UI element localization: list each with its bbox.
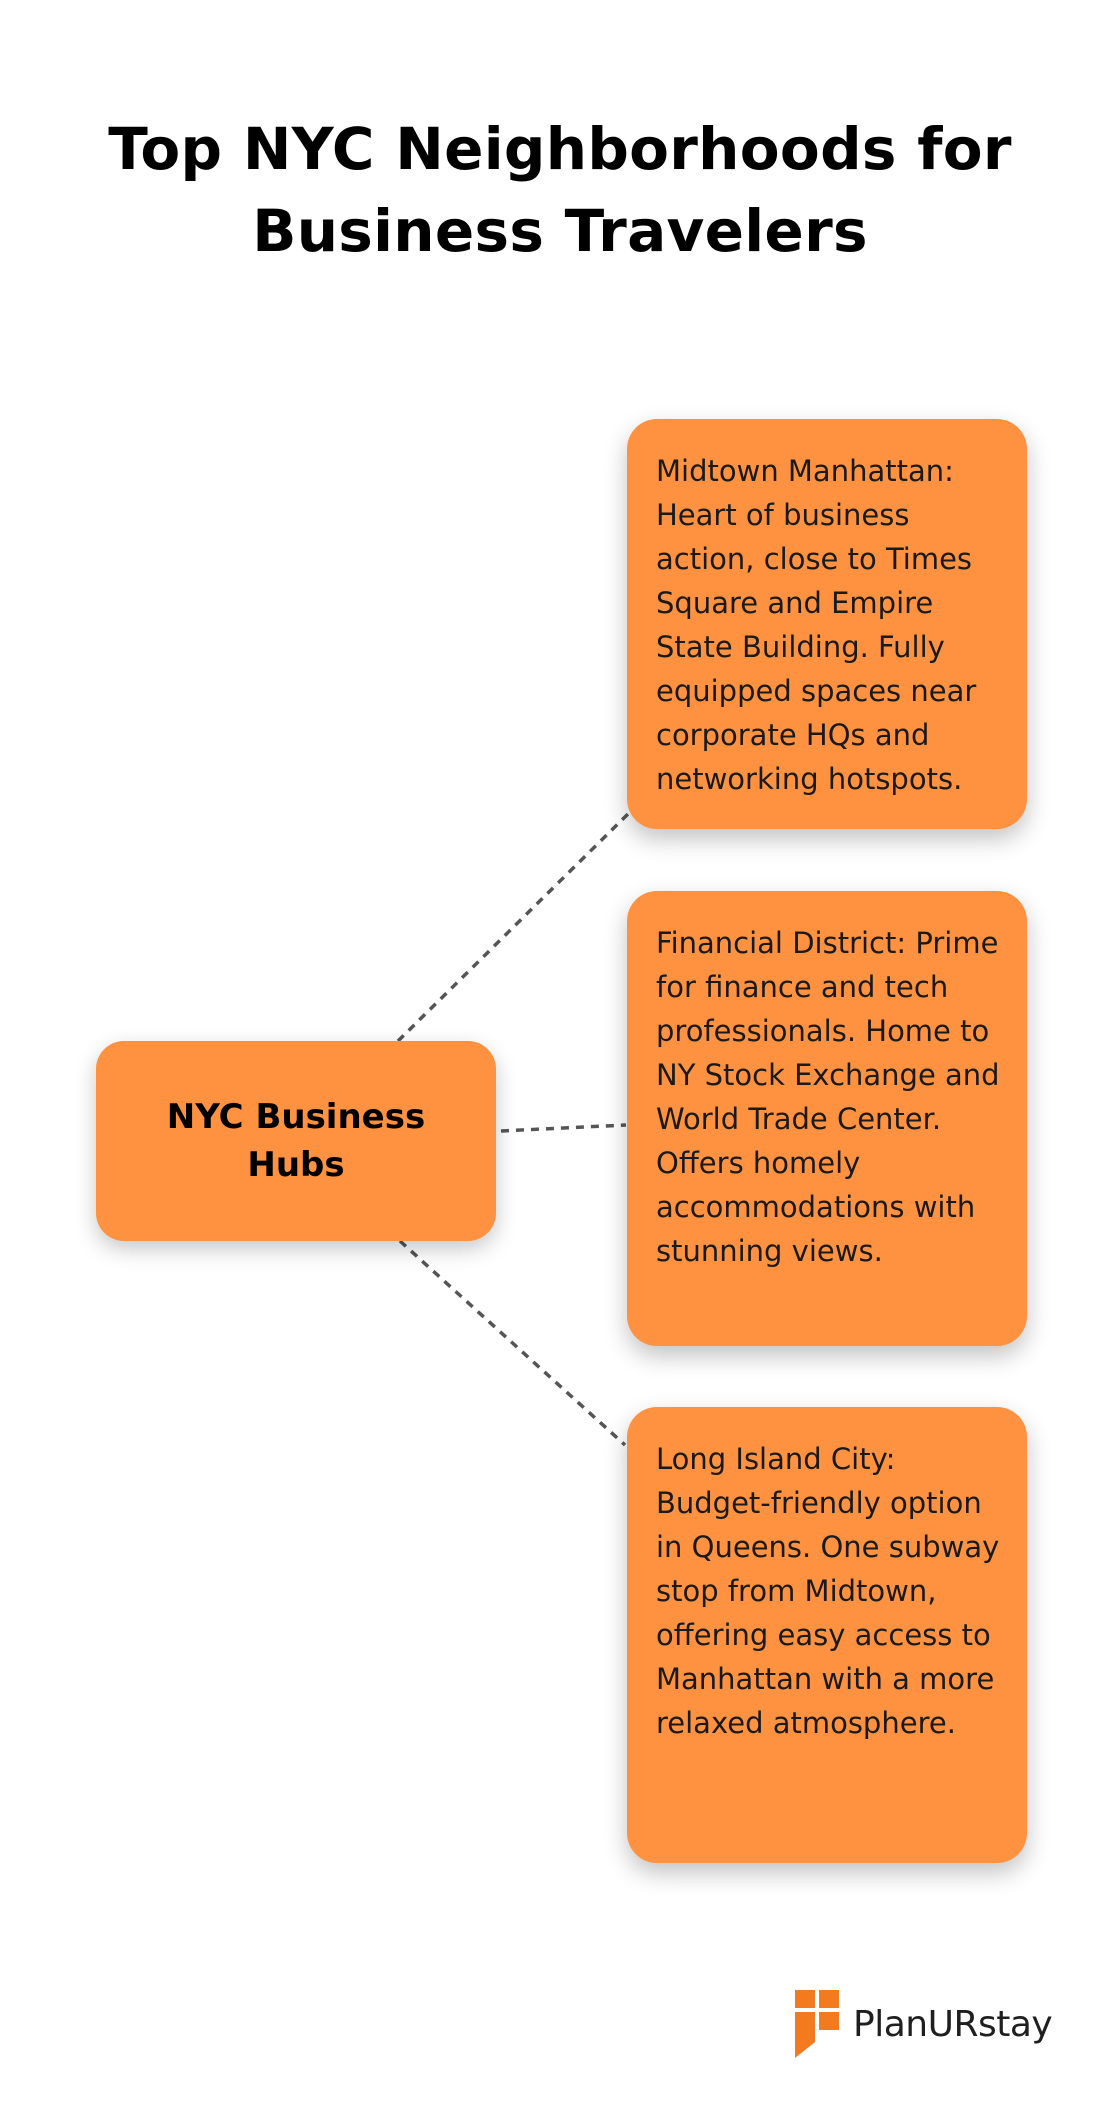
neighborhood-card-midtown bbox=[627, 419, 1027, 829]
neighborhood-text: Midtown Manhattan: Heart of business action, close to Times Square and Empire State Building. Fully equipped spaces near corporate HQs and networking hotspots. bbox=[656, 454, 977, 796]
hub-box bbox=[96, 1041, 496, 1241]
connector-line-midtown bbox=[398, 810, 632, 1041]
connector-line-financial-district bbox=[501, 1125, 626, 1131]
neighborhood-card-long-island-city bbox=[627, 1407, 1027, 1863]
connector-line-long-island-city bbox=[400, 1241, 625, 1445]
neighborhood-card-financial-district bbox=[627, 891, 1027, 1346]
neighborhood-text: Long Island City: Budget-friendly option in Queens. One subway stop from Midtown, offering easy access to Manhattan with a more relaxed atmosphere. bbox=[656, 1442, 1000, 1740]
brand-name: PlanURstay bbox=[853, 2003, 1053, 2045]
page-title: Top NYC Neighborhoods for Business Travelers bbox=[108, 115, 1012, 265]
brand-logo bbox=[795, 1990, 1055, 2058]
hub-label: NYC Business Hubs bbox=[166, 1097, 426, 1185]
neighborhood-text: Financial District: Prime for finance and tech professionals. Home to NY Stock Exchange and World Trade Center. Offers homely accommodations with stunning views. bbox=[656, 926, 1000, 1268]
planurstay-logo-icon bbox=[795, 1990, 843, 2058]
